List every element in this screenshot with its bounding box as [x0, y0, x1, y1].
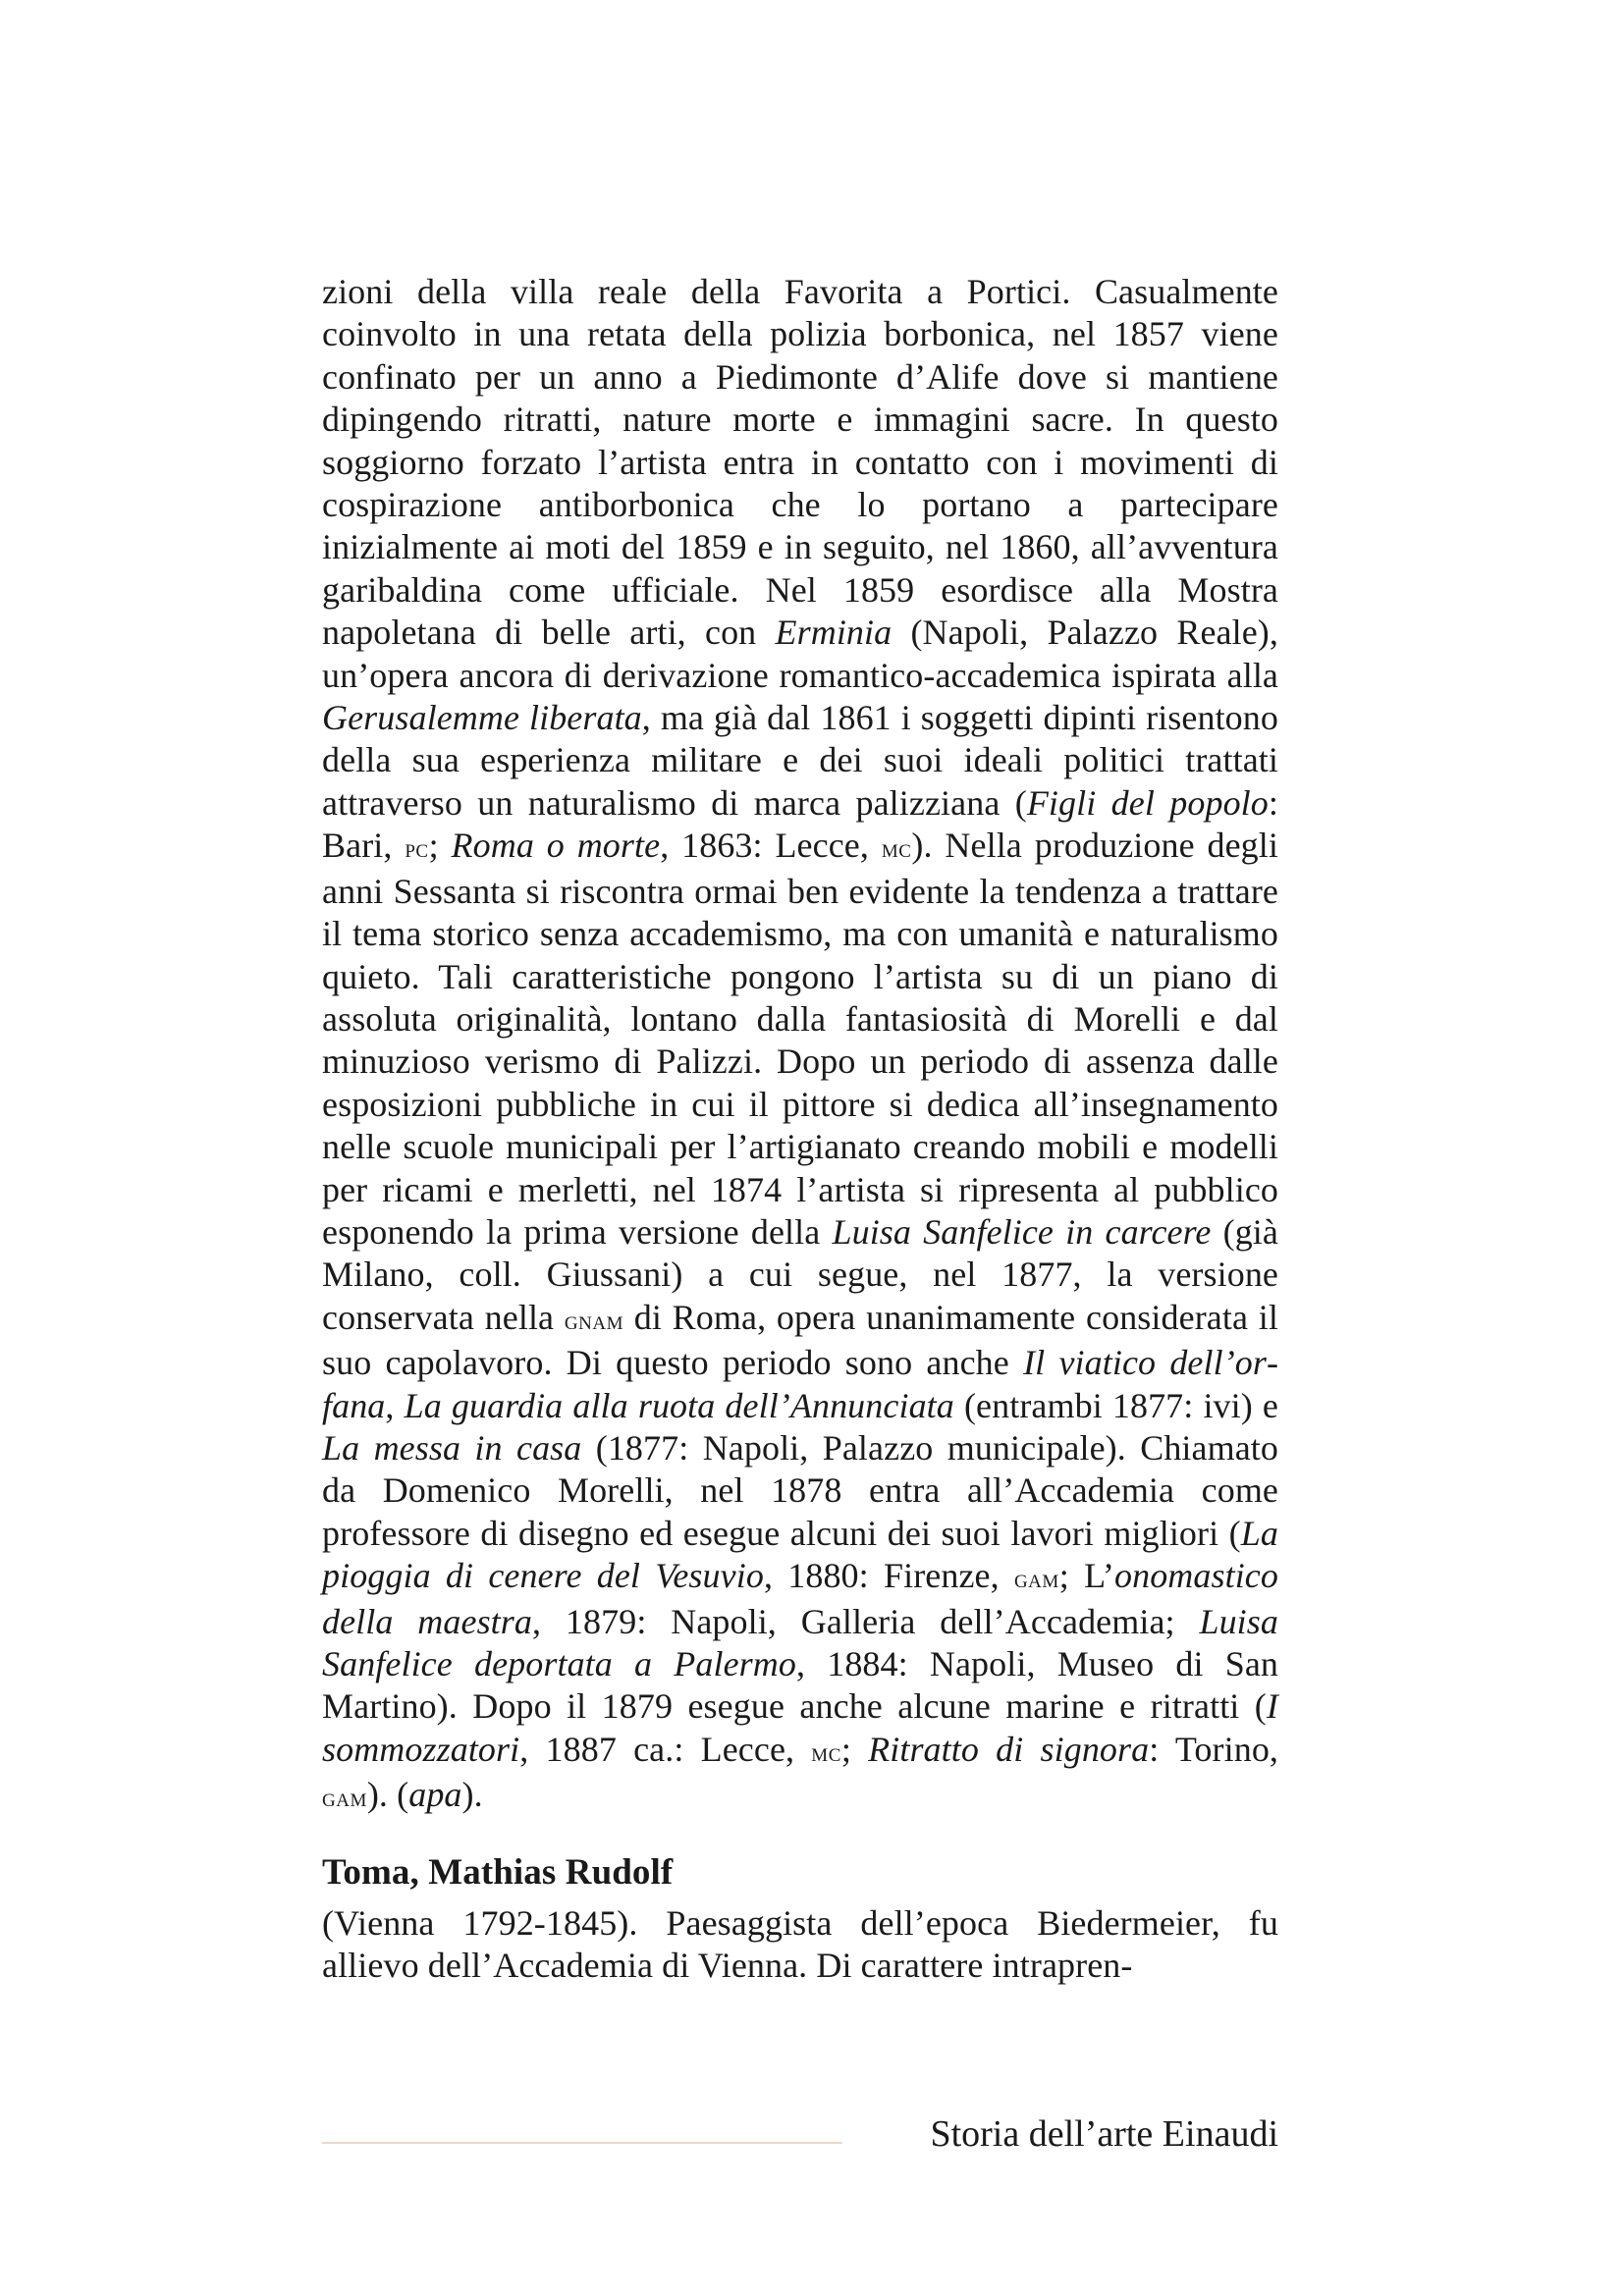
artwork-title: La guardia alla ruota dell’Annunciata [404, 1385, 954, 1425]
text-run: ). [461, 1775, 483, 1815]
biography-paragraph-toma-gioacchino [322, 271, 1278, 1820]
artwork-title: onomastico della maestra [322, 1556, 1278, 1641]
text-run: , 1887 ca.: Lecce, [519, 1729, 812, 1769]
artwork-title: Gerusalemme liberata [322, 698, 642, 738]
text-run: , [385, 1385, 405, 1425]
text-run: zioni della villa reale della Favorita a Portici. Casualmente coinvolto in una retata della polizia borbonica, nel 1857 viene confinato per un anno a Piedimonte d’Alife dove si mantiene dipingendo ritratti, nature morte e immagini sacre. In questo soggiorno forzato l’artista entra in contatto con i movimenti di cospirazione antiborbonica che lo portano a partecipare inizialmente ai moti del 1859 e in seguito, nel 1860, all’avventura garibaldina come ufficiale. Nel 1859 esordisce alla Mostra napoletana di belle arti, con [322, 272, 1278, 653]
artwork-title: Ritratto di signora [868, 1729, 1150, 1769]
museum-abbreviation: gam [322, 1783, 367, 1813]
author-initials: apa [408, 1775, 462, 1815]
text-run: (già Milano, coll. Giussani) a cui segue, nel 1877, la versione conservata nella [322, 1211, 1278, 1337]
publication-title: Storia dell’arte Einaudi [930, 2113, 1278, 2155]
artwork-title: Il viatico dell’orfana [322, 1343, 1279, 1425]
museum-abbreviation: gnam [564, 1305, 623, 1335]
artwork-title: Luisa Sanfelice in carcere [832, 1211, 1212, 1252]
text-run: ; [428, 826, 452, 866]
main-text-column [322, 271, 1278, 1987]
artwork-title: Roma o morte [451, 826, 661, 866]
text-run: , 1879: Napoli, Galleria dell’Accademia; [532, 1601, 1200, 1641]
text-run: (1877: Napoli, Palazzo municipale). Chiamato da Domenico Morelli, nel 1878 entra all’Accademia come professore di disegno ed esegue alcuni dei suoi lavori migliori ( [322, 1427, 1278, 1553]
artwork-title: La messa in casa [322, 1427, 582, 1468]
page-footer [322, 2109, 1278, 2167]
text-run: , ma già dal 1861 i soggetti dipinti risentono della sua esperienza militare e dei suoi ideali politici trattati attraverso un naturalismo di marca palizziana ( [322, 698, 1278, 823]
museum-abbreviation: gam [1013, 1564, 1059, 1594]
text-run: (Napoli, Palazzo Reale), un’opera ancora di derivazione romantico-accademica ispirata alla [322, 613, 1278, 695]
text-run: ; L’ [1058, 1556, 1114, 1596]
artwork-title: Luisa Sanfelice deportata a Palermo [322, 1601, 1278, 1683]
text-run: : Torino, [1149, 1729, 1279, 1769]
entry-heading: Toma, Mathias Rudolf [322, 1851, 674, 1893]
text-run: , 1884: Napoli, Museo di San Martino). Dopo il 1879 esegue anche alcune marine e ritratti ( [322, 1644, 1278, 1727]
biography-paragraph-toma-mathias: (Vienna 1792-1845). Paesaggista dell’epoca Biedermeier, fu allievo dell’Accademia di Vienna. Di carattere intrapren- [322, 1902, 1278, 1986]
artwork-title: La pioggia di cenere del Vesuvio [322, 1513, 1278, 1596]
text-run: ; [840, 1729, 869, 1769]
artwork-title: Figli del popolo [1026, 782, 1269, 823]
museum-abbreviation: mc [881, 833, 912, 864]
text-run: (entrambi 1877: ivi) e [953, 1385, 1279, 1425]
artwork-title: I sommozzatori [322, 1686, 1278, 1769]
text-run: : Bari, [322, 782, 1278, 866]
text-run: ). ( [366, 1775, 409, 1815]
text-run: , 1863: Lecce, [660, 826, 882, 866]
text-run: ). Nella produzione degli anni Sessanta si riscontra ormai ben evidente la tendenza a trattare il tema storico senza accademismo, ma con umanità e naturalismo quieto. Tali caratteristiche pongono l’artista su di un piano di assoluta originalità, lontano dalla fantasiosità di Morelli e dal minuzioso verismo di Palizzi. Dopo un periodo di assenza dalle esposizioni pubbliche in cui il pittore si dedica all’insegnamento nelle scuole municipali per l’artigianato creando mobili e modelli per ricami e merletti, nel 1874 l’artista si ripresenta al pubblico esponendo la prima versione della [322, 826, 1278, 1252]
artwork-title: Erminia [775, 613, 893, 653]
text-run: di Roma, opera unanimamente considerata il suo capolavoro. Di questo periodo sono anche [322, 1297, 1278, 1383]
text-run: , 1880: Firenze, [763, 1556, 1014, 1596]
museum-abbreviation: mc [811, 1736, 841, 1767]
museum-abbreviation: pc [405, 833, 429, 864]
footer-rule [322, 2142, 842, 2144]
